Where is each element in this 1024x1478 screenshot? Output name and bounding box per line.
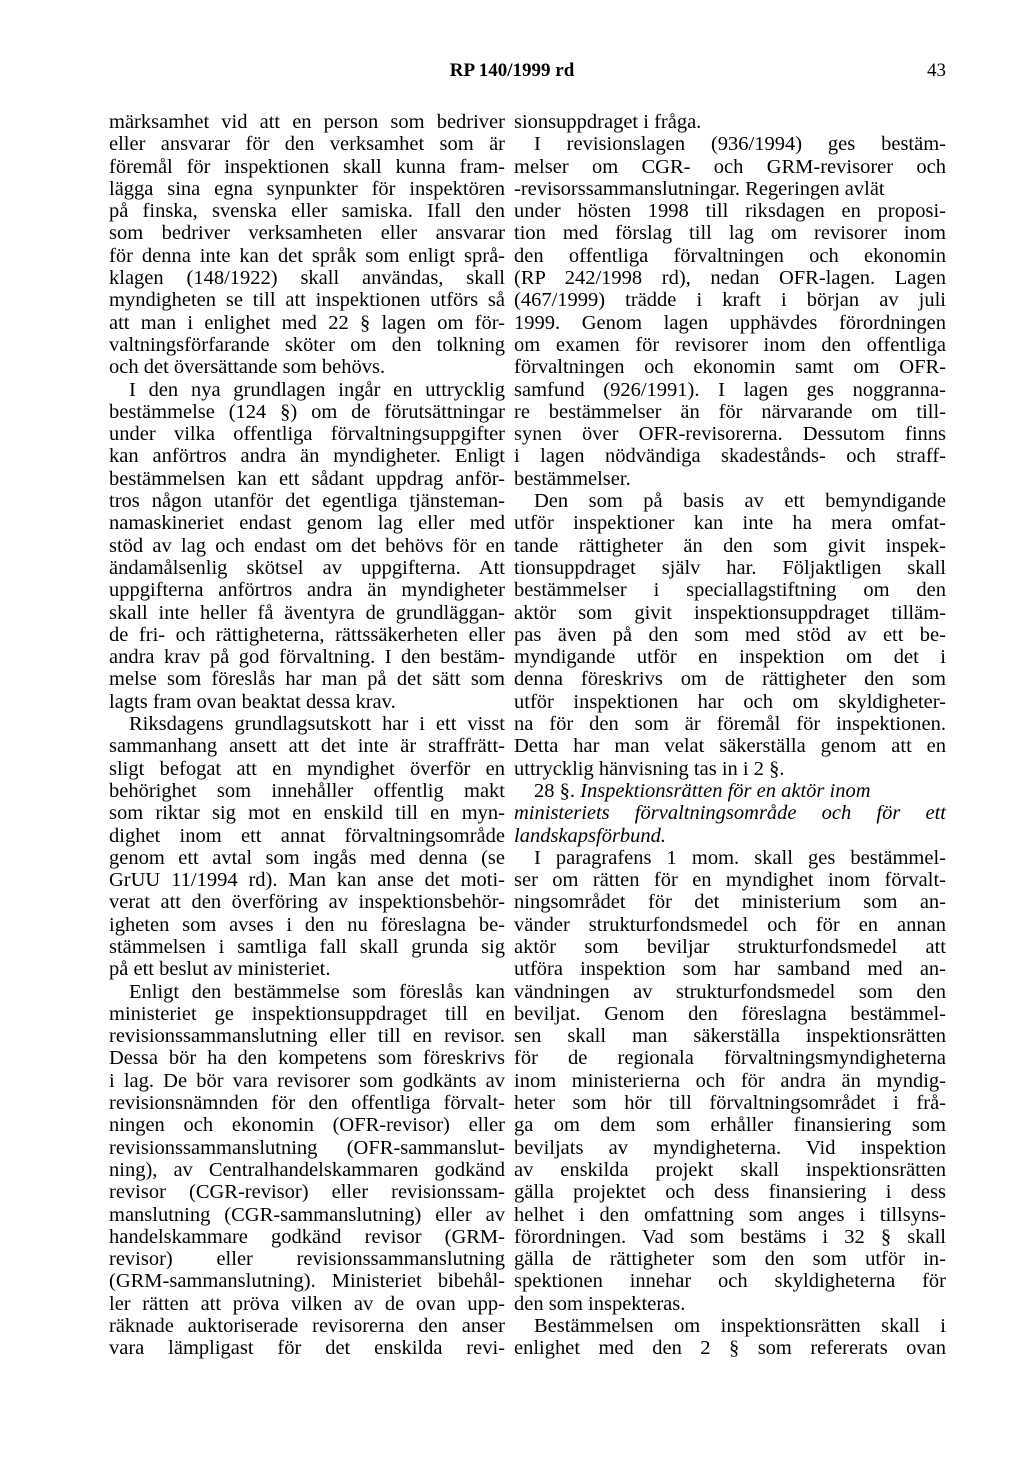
line-text: för de regionala förvaltningsmyndigheterna (514, 1047, 946, 1070)
line-text: som riktar sig mot en enskild till en myn- (109, 802, 505, 825)
line-text: (GRM-sammanslutning). Ministeriet bibehål- (109, 1270, 505, 1293)
text-line (514, 1047, 946, 1069)
text-line (514, 423, 946, 445)
line-text: ändamålsenlig skötsel av uppgifterna. Att (109, 556, 505, 579)
line-text: -revisorssammanslutningar. Regeringen avlät (514, 177, 885, 200)
page-header (0, 60, 1024, 86)
text-line (514, 579, 946, 601)
line-text: igheten som avses i den nu föreslagna be- (109, 913, 505, 936)
line-text: för denna inte kan det språk som enligt språ- (109, 244, 505, 267)
line-text: som bedriver verksamheten eller ansvarar (109, 222, 505, 245)
text-line (109, 512, 505, 534)
text-line (514, 445, 946, 467)
text-line (514, 178, 946, 200)
line-text: sligt befogat att en myndighet överför en (109, 757, 505, 780)
text-line (514, 200, 946, 222)
line-text: Bestämmelsen om inspektionsrätten skall i (534, 1315, 946, 1338)
text-line (514, 602, 946, 624)
line-text: utför inspektionen har och om skyldigheter- (514, 690, 946, 713)
text-line (514, 646, 946, 668)
text-line (514, 356, 946, 378)
text-line (514, 1270, 946, 1292)
line-text: bestämmelser i speciallagstiftning om den (514, 579, 946, 602)
text-line (109, 1315, 505, 1337)
line-text: (RP 242/1998 rd), nedan OFR-lagen. Lagen (514, 267, 946, 290)
text-line (514, 713, 946, 735)
line-text: skall inte heller få äventyra de grundläggan- (109, 601, 505, 624)
text-line (109, 758, 505, 780)
text-line (109, 624, 505, 646)
line-text: sen skall man säkerställa inspektionsrätten (514, 1025, 946, 1048)
text-line (109, 1047, 505, 1069)
line-text: handelskammare godkänd revisor (GRM- (109, 1225, 505, 1248)
line-text: revisionsnämnden för den offentliga förvalt- (109, 1092, 505, 1115)
text-line (109, 1070, 505, 1092)
line-text: i lagen nödvändiga skadestånds- och straff- (514, 445, 946, 468)
text-line (109, 1137, 505, 1159)
text-line (109, 1204, 505, 1226)
text-line (514, 735, 946, 757)
line-text: inom ministerierna och för andra än myndig- (514, 1069, 946, 1092)
text-line (109, 579, 505, 601)
text-line (514, 535, 946, 557)
line-text: I paragrafens 1 mom. skall ges bestämmel- (534, 846, 946, 869)
text-line (109, 1226, 505, 1248)
line-text: stämmelsen i samtliga fall skall grunda sig (109, 935, 505, 958)
text-line (514, 1337, 946, 1359)
line-text: revisionssammanslutning (OFR-sammanslut- (109, 1136, 505, 1159)
line-text: vara lämpligast för det enskilda revi- (109, 1337, 505, 1360)
text-line (514, 1092, 946, 1114)
line-text: na för den som är föremål för inspektionen. (514, 713, 946, 736)
line-text: utföra inspektion som har samband med an- (514, 958, 946, 981)
text-line (109, 847, 505, 869)
line-text: förordningen. Vad som bestäms i 32 § skall (514, 1225, 946, 1248)
text-line (514, 557, 946, 579)
text-line (514, 245, 946, 267)
text-line (109, 891, 505, 913)
line-text: och det översättande som behövs. (109, 356, 386, 379)
text-line (109, 111, 505, 133)
line-text: utför inspektioner kan inte ha mera omfat- (514, 512, 946, 535)
line-text: under hösten 1998 till riksdagen en proposi- (514, 200, 946, 223)
text-line (109, 914, 505, 936)
section-heading-text: Inspektionsrätten för en aktör inom (580, 779, 871, 802)
text-line (514, 401, 946, 423)
line-text: lagts fram ovan beaktat dessa krav. (109, 690, 396, 713)
section-heading-text: ministeriets förvaltningsområde och för ett (514, 802, 946, 825)
text-line (109, 468, 505, 490)
text-line (514, 802, 946, 824)
text-line (109, 735, 505, 757)
line-text: ningsområdet för det ministerium som an- (514, 891, 946, 914)
line-text: lägga sina egna synpunkter för inspektören (109, 177, 505, 200)
line-text: märksamhet vid att en person som bedriver (109, 111, 505, 133)
line-text: stöd av lag och endast om det behövs för en (109, 534, 505, 557)
line-text: uppgifterna anförtros andra än myndigheter (109, 579, 505, 602)
line-text: myndigande utför en inspektion om det i (514, 646, 946, 669)
text-line (109, 178, 505, 200)
text-line (514, 758, 946, 780)
text-line (514, 668, 946, 690)
text-line (109, 379, 505, 401)
line-text: under vilka offentliga förvaltningsuppgifter (109, 423, 505, 446)
line-text: bestämmelse (124 §) om de förutsättningar (109, 400, 505, 423)
text-line (514, 222, 946, 244)
text-line (514, 334, 946, 356)
text-line (109, 156, 505, 178)
line-text: den som inspekteras. (514, 1292, 686, 1315)
text-line (514, 312, 946, 334)
text-line (514, 1137, 946, 1159)
line-text: kan anförtros andra än myndigheter. Enligt (109, 445, 505, 468)
line-text: behörighet som innehåller offentlig makt (109, 779, 505, 802)
text-line (109, 1337, 505, 1359)
text-line (109, 334, 505, 356)
text-line (109, 1003, 505, 1025)
line-text: helhet i den omfattning som anges i tillsyns- (514, 1203, 946, 1226)
line-text: ning), av Centralhandelskammaren godkänd (109, 1158, 505, 1181)
text-line (514, 1181, 946, 1203)
text-line (514, 289, 946, 311)
line-text: GrUU 11/1994 rd). Man kan anse det moti- (109, 869, 505, 892)
text-line (109, 245, 505, 267)
text-line (109, 602, 505, 624)
line-text: melse som föreslås har man på det sätt som (109, 668, 505, 691)
text-line (109, 289, 505, 311)
text-line (514, 1293, 946, 1315)
line-text: förvaltningen och ekonomin samt om OFR- (514, 356, 946, 379)
line-text: ga om dem som erhåller finansiering som (514, 1114, 946, 1137)
line-text: föremål för inspektionen skall kunna fram- (109, 155, 505, 178)
page-number: 43 (927, 60, 946, 81)
line-text: denna föreskrivs om de rättigheter den som (514, 668, 946, 691)
line-text: på finska, svenska eller samiska. Ifall den (109, 200, 505, 223)
text-line (109, 1181, 505, 1203)
line-text: andra krav på god förvaltning. I den bestäm- (109, 646, 505, 669)
line-text: aktör som givit inspektionsuppdraget tilläm- (514, 601, 946, 624)
line-text: melser om CGR- och GRM-revisorer och (514, 155, 946, 178)
line-text: genom ett avtal som ingås med denna (se (109, 846, 505, 869)
text-line (514, 691, 946, 713)
line-text: bestämmelser. (514, 467, 631, 490)
line-text: bestämmelsen kan ett sådant uppdrag anför- (109, 467, 505, 490)
text-line (514, 1204, 946, 1226)
text-line (109, 1025, 505, 1047)
text-line (109, 713, 505, 735)
line-text: gälla projektet och dess finansiering i dess (514, 1181, 946, 1204)
line-text: Den som på basis av ett bemyndigande (534, 490, 946, 513)
line-text: att man i enlighet med 22 § lagen om för- (109, 311, 505, 334)
line-text: revisor (CGR-revisor) eller revisionssam- (109, 1181, 505, 1204)
line-text: enlighet med den 2 § som refererats ovan (514, 1337, 946, 1360)
text-line (109, 312, 505, 334)
text-line (109, 133, 505, 155)
line-text: uttrycklig hänvisning tas in i 2 §. (514, 757, 785, 780)
text-line (109, 869, 505, 891)
text-line (514, 914, 946, 936)
document-title: RP 140/1999 rd (449, 60, 575, 81)
line-text: beviljats av myndigheterna. Vid inspektion (514, 1136, 946, 1159)
line-text: ler rätten att pröva vilken av de ovan upp- (109, 1292, 505, 1315)
line-text: de fri- och rättigheterna, rättssäkerheten eller (109, 623, 505, 646)
text-line (514, 780, 946, 802)
line-text: Riksdagens grundlagsutskott har i ett visst (129, 713, 505, 736)
text-line (109, 267, 505, 289)
text-line (514, 1315, 946, 1337)
line-text: dighet inom ett annat förvaltningsområde (109, 824, 505, 847)
line-text: ningen och ekonomin (OFR-revisor) eller (109, 1114, 505, 1137)
text-line (109, 1114, 505, 1136)
line-text: sammanhang ansett att det inte är straffrätt- (109, 735, 505, 758)
line-text: manslutning (CGR-sammanslutning) eller av (109, 1203, 505, 1226)
line-text: räknade auktoriserade revisorerna den anser (109, 1315, 505, 1338)
line-text: tion med förslag till lag om revisorer inom (514, 222, 946, 245)
text-line (514, 1070, 946, 1092)
text-line (109, 958, 505, 980)
line-text: ser om rätten för en myndighet inom förvalt- (514, 869, 946, 892)
text-line (109, 401, 505, 423)
right-column (514, 111, 946, 1360)
line-text: på ett beslut av ministeriet. (109, 958, 331, 981)
text-line (514, 156, 946, 178)
line-text: vändningen av strukturfondsmedel som den (514, 980, 946, 1003)
line-text: revisionssammanslutning eller till en revisor. (109, 1025, 505, 1048)
line-text: tionsuppdraget själv har. Följaktligen skall (514, 556, 946, 579)
text-line (514, 1248, 946, 1270)
text-line (514, 133, 946, 155)
text-line (109, 1159, 505, 1181)
text-line (109, 535, 505, 557)
line-text: Detta har man velat säkerställa genom att en (514, 735, 946, 758)
line-text: gälla de rättigheter som den som utför in- (514, 1248, 946, 1271)
line-text: den offentliga förvaltningen och ekonomin (514, 244, 946, 267)
text-line (109, 356, 505, 378)
line-text: vänder strukturfondsmedel och för en annan (514, 913, 946, 936)
text-line (109, 200, 505, 222)
text-line (109, 646, 505, 668)
line-text: tros någon utanför det egentliga tjänsteman- (109, 490, 505, 513)
text-line (109, 780, 505, 802)
line-text: spektionen innehar och skyldigheterna för (514, 1270, 946, 1293)
line-text: samfund (926/1991). I lagen ges noggranna- (514, 378, 946, 401)
line-text: valtningsförfarande sköter om den tolkning (109, 333, 505, 356)
text-line (109, 1293, 505, 1315)
line-text: myndigheten se till att inspektionen utförs så (109, 289, 505, 312)
text-line (514, 624, 946, 646)
line-text: revisor) eller revisionssammanslutning (109, 1248, 505, 1271)
text-line (514, 869, 946, 891)
text-line (514, 1114, 946, 1136)
text-line (514, 847, 946, 869)
line-text: klagen (148/1922) skall användas, skall (109, 267, 505, 290)
line-text: heter som hör till förvaltningsområdet i frå- (514, 1092, 946, 1115)
text-line (109, 981, 505, 1003)
text-line (109, 423, 505, 445)
text-line (514, 512, 946, 534)
left-column (109, 111, 505, 1360)
text-line (514, 111, 946, 133)
text-line (514, 1025, 946, 1047)
line-text: sionsuppdraget i fråga. (514, 111, 702, 133)
line-text: beviljat. Genom den föreslagna bestämmel- (514, 1002, 946, 1025)
text-line (109, 557, 505, 579)
text-line (109, 1248, 505, 1270)
text-line (514, 1003, 946, 1025)
line-text: Enligt den bestämmelse som föreslås kan (129, 980, 505, 1003)
line-text: (467/1999) trädde i kraft i början av juli (514, 289, 946, 312)
text-line (109, 825, 505, 847)
text-line (514, 468, 946, 490)
line-text: synen över OFR-revisorerna. Dessutom finns (514, 423, 946, 446)
line-text: pas även på den som med stöd av ett be- (514, 623, 946, 646)
line-text: ministeriet ge inspektionsuppdraget till en (109, 1002, 505, 1025)
text-line (514, 891, 946, 913)
line-text: om examen för revisorer inom den offentliga (514, 333, 946, 356)
line-text: 28 §. (534, 779, 581, 802)
text-line (109, 1270, 505, 1292)
section-heading-text: landskapsförbund. (514, 824, 667, 847)
line-text: I revisionslagen (936/1994) ges bestäm- (534, 133, 946, 156)
line-text: eller ansvarar för den verksamhet som är (109, 133, 505, 156)
text-line (514, 1159, 946, 1181)
text-line (109, 490, 505, 512)
text-line (514, 490, 946, 512)
line-text: verat att den överföring av inspektionsbehör- (109, 891, 505, 914)
line-text: i lag. De bör vara revisorer som godkänts av (109, 1069, 505, 1092)
line-text: namaskineriet endast genom lag eller med (109, 512, 505, 535)
line-text: tande rättigheter än den som givit inspek- (514, 534, 946, 557)
text-line (109, 1092, 505, 1114)
text-line (514, 981, 946, 1003)
text-line (109, 691, 505, 713)
line-text: aktör som beviljar strukturfondsmedel att (514, 935, 946, 958)
text-line (514, 936, 946, 958)
text-line (109, 222, 505, 244)
text-line (109, 936, 505, 958)
text-line (109, 668, 505, 690)
text-line (514, 958, 946, 980)
line-text: 1999. Genom lagen upphävdes förordningen (514, 311, 946, 334)
text-line (514, 379, 946, 401)
text-line (109, 802, 505, 824)
text-line (514, 267, 946, 289)
line-text: Dessa bör ha den kompetens som föreskrivs (109, 1047, 505, 1070)
text-line (514, 1226, 946, 1248)
text-line (109, 445, 505, 467)
line-text: re bestämmelser än för närvarande om till- (514, 400, 946, 423)
text-line (514, 825, 946, 847)
line-text: av enskilda projekt skall inspektionsrätten (514, 1158, 946, 1181)
line-text: I den nya grundlagen ingår en uttrycklig (129, 378, 505, 401)
